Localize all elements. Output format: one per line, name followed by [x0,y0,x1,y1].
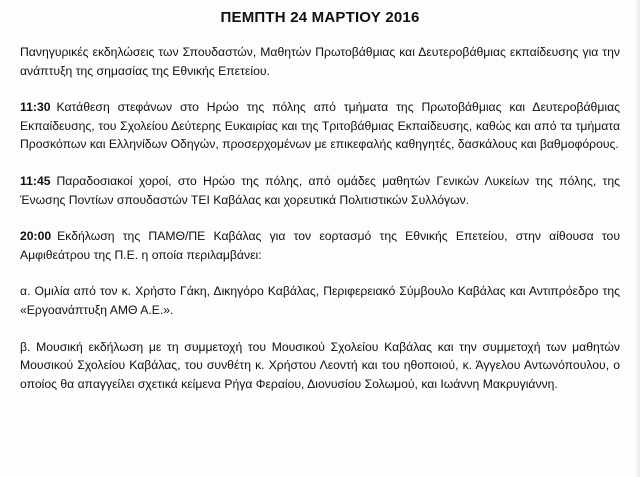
document-title: ΠΕΜΠΤΗ 24 ΜΑΡΤΙΟΥ 2016 [220,9,420,26]
paragraph-music-event [20,338,620,394]
paragraph-text: β. Μουσική εκδήλωση με τη συμμετοχή του Μουσικού Σχολείου Καβάλας και την συμμετοχή των μαθητών Μουσικού Σχολείου Καβάλας, του συνθέτη κ. Χρήστου Λεοντή και του ηθοποιού, κ. Άγγελου Αντωνόπουλου, ο οποίος θα απαγγείλει σχετικά κείμενα Ρήγα Φεραίου, Διονυσίου Σολωμού, και Ιωάννη Μακρυγιάννη. [20,339,620,391]
paragraph-intro [20,43,620,80]
paragraph-time: 20:00 [20,229,52,244]
paragraph-speech [20,282,620,319]
document-body [20,43,620,412]
paragraph-time: 11:30 [20,100,51,115]
paragraph-text: Εκδήλωση της ΠΑΜΘ/ΠΕ Καβάλας για τον εορτασμό της Εθνικής Επετείου, στην αίθουσα του Αμφιθεάτρου της Π.Ε. η οποία περιλαμβάνει: [20,229,620,262]
page-edge-shadow [634,0,640,477]
paragraph-time: 11:45 [20,173,51,188]
paragraph-text: Κατάθεση στεφάνων στο Ηρώο της πόλης από τμήματα της Πρωτοβάθμιας και Δευτεροβάθμιας Εκπαίδευσης, του Σχολείου Δεύτερης Ευκαιρίας και της Τριτοβάθμιας Εκπαίδευσης, καθώς και από τα τμήματα Προσκόπων και Ελληνίδων Οδηγών, προσερχομένων με επικεφαλής καθηγητές, δασκάλους και βαθμοφόρους. [20,100,620,152]
paragraph-traditional-dances [20,172,620,209]
paragraph-text: α. Ομιλία από τον κ. Χρήστο Γάκη, Δικηγόρο Καβάλας, Περιφερειακό Σύμβουλο Καβάλας και Αντιπρόεδρο της «Εργοανάπτυξη ΑΜΘ Α.Ε.». [20,284,620,317]
paragraph-text: Πανηγυρικές εκδηλώσεις των Σπουδαστών, Μαθητών Πρωτοβάθμιας και Δευτεροβάθμιας εκπαίδευσης για την ανάπτυξη της σημασίας της Εθνικής Επετείου. [20,45,620,78]
paragraph-wreath-laying [20,98,620,154]
paragraph-evening-event [20,227,620,264]
paragraph-text: Παραδοσιακοί χοροί, στο Ηρώο της πόλης, από ομάδες μαθητών Γενικών Λυκείων της πόλης, της Ένωσης Ποντίων σπουδαστών ΤΕΙ Καβάλας και χορευτικά Πολιτιστικών Συλλόγων. [20,173,620,207]
